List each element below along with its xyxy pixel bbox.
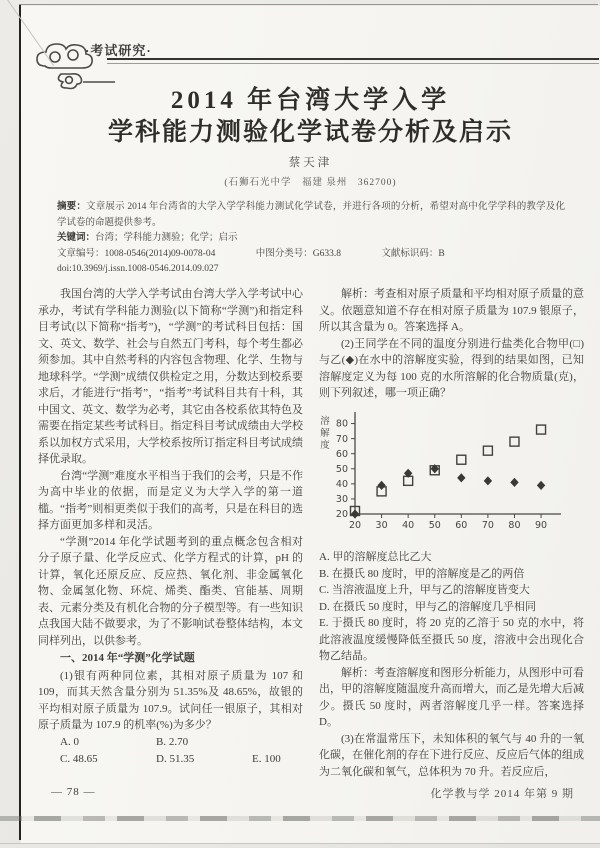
- analysis-2: 解析：考查溶解度和图形分析能力，从图形中可看出，甲的溶解度随温度升高而增大，而乙是先增大后减少。摄氏 50 度时，两者溶解度几乎一样。答案选择 D。: [319, 666, 584, 728]
- keywords-text: 台湾；学科能力测验；化学；启示: [95, 233, 238, 243]
- paper-title-line2: 学科能力测验化学试卷分析及启示: [107, 119, 513, 146]
- article-number: 文章编号：1008-0546(2014)09-0078-04: [57, 248, 216, 259]
- data-point-yi: [510, 477, 518, 486]
- keywords-row: [57, 231, 565, 247]
- y-tick-label: 30: [335, 493, 348, 505]
- y-tick-label: 60: [335, 448, 348, 460]
- paragraph: 我国台湾的大学入学考试由台湾大学入学考试中心承办，考试有学科能力测验(以下简称“学测”)和指定科目考试(以下简称“指考”)，“学测”的考试科目包括：国文、英文、数学、社会与自然五门考科，每个考生都必须参加。其中自然考科的内容包含物理、化学、生物与地球科学。“学测”成绩仅供检定之用，分数达到校系要求后，才能进行“指考”，“指考”考试科目共有十科，其中国文、英文、数学为必考，其它由各校系依其特色及需要在指定某些考试科目。指定科目考试成绩由大学校系以加权方式采用，大学校系按所订指定科目考试成绩择优录取。: [38, 288, 303, 465]
- data-point-yi: [537, 480, 545, 489]
- y-tick-label: 70: [335, 433, 348, 445]
- body-columns: [38, 286, 584, 780]
- data-point-yi: [377, 480, 385, 489]
- paragraph: 台湾“学测”难度水平相当于我们的会考，只是不作为高中毕业的依据，而是定义为大学入学的第一道槛。“指考”则相更类似于我们的高考，只是在科目的选择方面更加多样和灵活。: [38, 469, 303, 531]
- author-name: 蔡天津: [288, 157, 333, 169]
- spacer: [252, 734, 303, 751]
- question-2: (2)王同学在不同的温度分别进行盐类化合物甲(□)与乙(◆)在水中的溶解度实验，得到的结果如图，已知溶解度定义为每 100 克的水所溶解的化合物质量(克)，则下列叙述，哪一项正确？: [319, 337, 584, 399]
- author-affiliation: (石狮石光中学 福建 泉州 362700): [224, 178, 397, 188]
- data-point-yi: [351, 509, 359, 518]
- left-column: [38, 286, 303, 780]
- q2-option-a: A. 甲的溶解度总比乙大: [319, 551, 432, 563]
- x-tick-label: 60: [455, 519, 468, 531]
- x-tick-label: 20: [348, 519, 362, 531]
- y-axis-label-char: 度: [320, 439, 330, 451]
- q2-option-b: B. 在摄氏 80 度时，甲的溶解度是乙的两倍: [319, 567, 525, 580]
- data-point-yi: [457, 473, 465, 482]
- y-axis-label-char: 溶: [320, 415, 330, 427]
- scan-edge-left: [19, 4, 21, 840]
- column-header: ·考试研究·: [85, 43, 152, 58]
- option-e: E. 100: [252, 753, 281, 765]
- clc-number: 中图分类号：G633.8: [255, 248, 341, 259]
- solubility-scatter-plot: [315, 404, 567, 542]
- header-rule-thin: [107, 63, 599, 64]
- analysis-1: 解析：考查相对原子质量和平均相对原子质量的意义。依题意知道不存在相对原子质量为 107.9 银原子，所以其含量为 0。答案选择 A。: [319, 288, 584, 333]
- x-tick-label: 30: [375, 519, 388, 531]
- y-tick-label: 20: [335, 508, 348, 520]
- meta-block: [57, 200, 565, 278]
- right-column: [319, 286, 584, 780]
- q2-option-d: D. 在摄氏 50 度时，甲与乙的溶解度几乎相同: [319, 600, 536, 613]
- y-axis-label-char: 解: [320, 427, 330, 439]
- page-number: — 78 —: [51, 786, 96, 798]
- header-rule-thick: [107, 58, 599, 60]
- q2-option-c: C. 当溶液温度上升，甲与乙的溶解度皆变大: [319, 584, 530, 596]
- ids-row: [57, 247, 565, 263]
- data-point-jia: [510, 437, 519, 446]
- x-tick-label: 40: [402, 519, 415, 531]
- scan-fold-smudge: [0, 816, 600, 821]
- question-3: (3)在常温常压下，未知体积的氧气与 40 升的一氧化碳，在催化剂的存在下进行反应、反应后气体的组成为二氧化碳和氧气，总体积为 70 升。若反应后，: [319, 732, 584, 778]
- data-point-jia: [537, 425, 546, 434]
- doi: doi:10.3969/j.issn.1008-0546.2014.09.027: [57, 264, 219, 274]
- y-tick-label: 40: [335, 478, 348, 490]
- data-point-yi: [484, 476, 492, 485]
- x-tick-label: 90: [535, 519, 548, 531]
- abstract-row: [57, 200, 565, 231]
- section-heading: 一、2014 年“学测”化学试题: [60, 652, 195, 664]
- data-point-jia: [457, 455, 466, 464]
- abstract-text: 文章展示 2014 年台湾省的大学入学学科能力测试化学试卷，并进行各项的分析，希望对高中化学学科的教学及化学试卷的命题提供参考。: [57, 202, 565, 228]
- x-tick-label: 50: [428, 519, 441, 531]
- option-b: B. 2.70: [156, 735, 189, 748]
- solubility-chart: [315, 404, 584, 548]
- abstract-label: 摘要：: [57, 202, 87, 212]
- journal-footer: 化学教与学 2014 年第 9 期: [430, 788, 574, 800]
- question-1: (1)银有两种同位素，其相对原子质量为 107 和 109，而其天然含量分别为 51.35%及 48.65%，故银的平均相对原子质量为 107.9。试问任一银原子，其相对原子质量为 107.9 的机率(%)为多少？: [38, 669, 303, 731]
- paragraph: “学测”2014 年化学试题考到的重点概念包含相对分子原子量、化学反应式、化学方程式的计算，pH 的计算，氧化还原反应、反应热、氧化剂、非金属氧化物、金属氢化物、环烷、烯类、酯类、官能基、周期表、元素分类及有机化合物的分子模型等。有一些知识点我国大陆不做要求，为了不影响试卷整体结构，本文同样列出，以供参考。: [38, 535, 303, 647]
- question-1-options: [38, 734, 303, 768]
- data-point-jia: [483, 446, 492, 455]
- scan-bottom-line: [0, 843, 600, 844]
- chart-axes: [355, 412, 561, 514]
- paper-sheet: [21, 6, 600, 844]
- paper-title-line1: 2014 年台湾大学入学: [170, 87, 451, 114]
- scan-edge-top: [19, 4, 598, 5]
- keywords-label: 关键词：: [57, 233, 96, 243]
- x-tick-label: 70: [481, 519, 494, 531]
- document-code: 文献标识码：B: [381, 248, 445, 259]
- y-tick-label: 50: [335, 463, 348, 475]
- option-c: C. 48.65: [60, 753, 98, 765]
- y-tick-label: 80: [335, 418, 348, 430]
- option-a: A. 0: [60, 735, 79, 748]
- x-tick-label: 80: [508, 519, 521, 531]
- option-d: D. 51.35: [156, 753, 195, 765]
- q2-option-e: E. 于摄氏 80 度时，将 20 克的乙溶于 50 克的水中，将此溶液温度缓慢降低至摄氏 50 度，溶液中会出现化合物乙结晶。: [319, 617, 584, 662]
